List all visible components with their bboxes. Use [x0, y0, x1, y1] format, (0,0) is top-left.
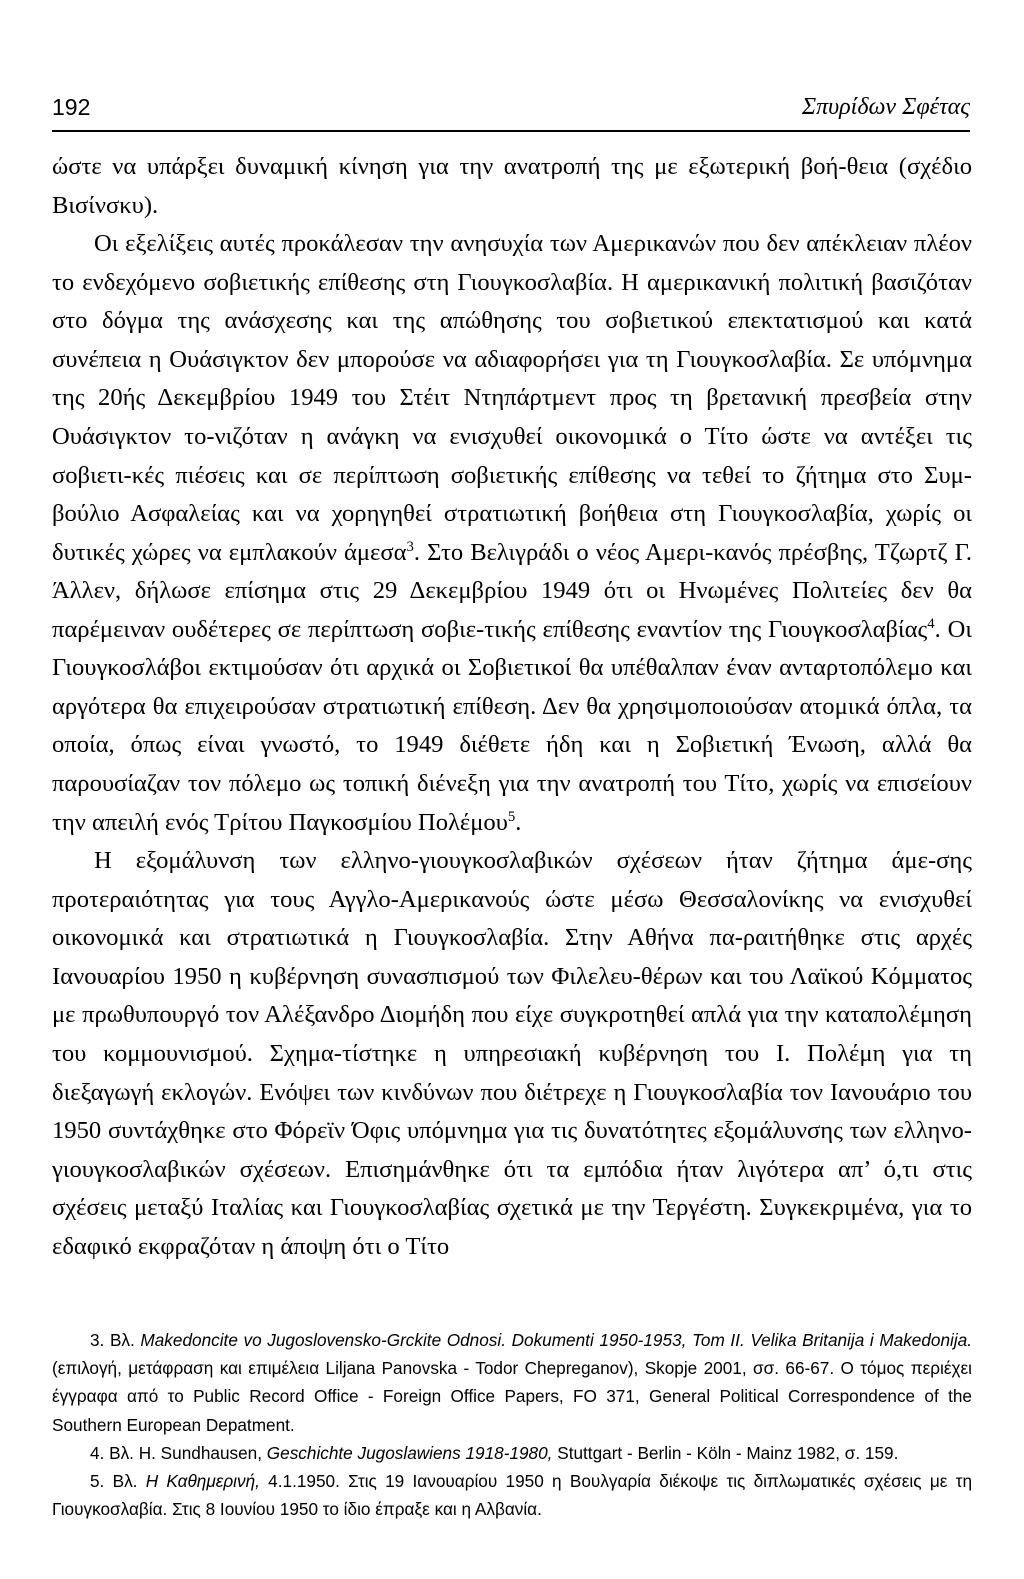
- paragraph-2-text-a: Οι εξελίξεις αυτές προκάλεσαν την ανησυχία των Αμερικανών που δεν απέκλειαν πλέον το ενδεχόμενο σοβιετικής επίθεσης στη Γιουγκοσλαβία. Η αμερικανική πολιτική βασιζόταν στο δόγμα της ανάσχεσης και της απώθησης του σοβιετικού επεκτατισμού και κατά συνέπεια η Ουάσιγκτον δεν μπορούσε να αδιαφορήσει για τη Γιουγκοσλαβία. Σε υπόμνημα της 20ής Δεκεμβρίου 1949 του Στέιτ Ντηπάρτμεντ προς τη βρετανική πρεσβεία στην Ουάσιγκτον το-νιζόταν η ανάγκη να ενισχυθεί οικονομικά ο Τίτο ώστε να αντέξει τις σοβιετι-κές πιέσεις και σε περίπτωση σοβιετικής επίθεσης να τεθεί το ζήτημα στο Συμ-βούλιο Ασφαλείας και να χορηγηθεί στρατιωτική βοήθεια στη Γιουγκοσλαβία, χωρίς οι δυτικές χώρες να εμπλακούν άμεσα: [52, 230, 972, 566]
- footnote-5-title: Η Καθημερινή,: [145, 1471, 260, 1492]
- paragraph-1: ώστε να υπάρξει δυναμική κίνηση για την ανατροπή της με εξωτερική βοή-θεια (σχέδιο Βισίνσκυ).: [52, 153, 972, 219]
- running-head-author: Σπυρίδων Σφέτας: [801, 94, 970, 120]
- footnote-5-text-a: 5. Βλ.: [90, 1471, 146, 1492]
- footnote-4-text-b: Stuttgart - Berlin - Köln - Mainz 1982, σ. 159.: [552, 1442, 899, 1463]
- page-header: [52, 94, 970, 132]
- footnote-4-text-a: 4. Βλ. H. Sundhausen,: [90, 1442, 267, 1463]
- paragraph-2-text-d: .: [515, 808, 522, 836]
- footnote-ref-3: 3: [406, 538, 414, 555]
- footnote-3-text-b: (επιλογή, μετάφραση και επιμέλεια Liljana Panovska - Todor Chepreganov), Skopje 2001, σσ. 66-67. Ο τόμος περιέχει έγγραφα από το Public Record Office - Foreign Office Papers, FO 371, General Political Correspondence of the Southern European Depatment.: [52, 1358, 972, 1435]
- footnote-ref-5: 5: [507, 808, 516, 825]
- footnote-5-text-b: 4.1.1950. Στις 19 Ιανουαρίου 1950 η Βουλγαρία διέκοψε τις διπλωματικές σχέσεις με τη Γιουγκοσλαβία. Στις 8 Ιουνίου 1950 το ίδιο έπραξε και η Αλβανία.: [52, 1471, 973, 1520]
- footnote-3-text-a: 3. Βλ.: [90, 1330, 141, 1350]
- paragraph-2: [52, 225, 972, 842]
- footnote-3: [52, 1326, 972, 1439]
- paragraph-3: Η εξομάλυνση των ελληνο-γιουγκοσλαβικών σχέσεων ήταν ζήτημα άμε-σης προτεραιότητας για τους Αγγλο-Αμερικανούς ώστε μέσω Θεσσαλονίκης να ενισχυθεί οικονομικά και στρατιωτικά η Γιουγκοσλαβία. Στην Αθήνα πα-ραιτήθηκε στις αρχές Ιανουαρίου 1950 η κυβέρνηση συνασπισμού των Φιλελευ-θέρων και του Λαϊκού Κόμματος με πρωθυπουργό τον Αλέξανδρο Διομήδη που είχε συγκροτηθεί απλά για την καταπολέμηση του κομμουνισμού. Σχημα-τίστηκε η υπηρεσιακή κυβέρνηση του Ι. Πολέμη για τη διεξαγωγή εκλογών. Ενόψει των κινδύνων που διέτρεχε η Γιουγκοσλαβία τον Ιανουάριο του 1950 συντάχθηκε στο Φόρεϊν Όφις υπόμνημα για τις δυνατότητες εξομάλυνσης των ελληνο-γιουγκοσλαβικών σχέσεων. Επισημάνθηκε ότι τα εμπόδια ήταν λιγότερα απ’ ό,τι στις σχέσεις μεταξύ Ιταλίας και Γιουγκοσλαβίας σχετικά με την Τεργέστη. Συγκεκριμένα, για το εδαφικό εκφραζόταν η άποψη ότι ο Τίτο: [52, 847, 972, 1260]
- footnotes: [52, 1326, 972, 1523]
- paragraph-2-text-c: . Οι Γιουγκοσλάβοι εκτιμούσαν ότι αρχικά οι Σοβιετικοί θα υπέθαλπαν έναν ανταρτοπόλεμο και αργότερα θα επιχειρούσαν στρατιωτική επίθεση. Δεν θα χρησιμοποιούσαν ατομικά όπλα, τα οποία, όπως είναι γνωστό, το 1949 διέθετε ήδη και η Σοβιετική Ένωση, αλλά θα παρουσίαζαν τον πόλεμο ως τοπική διένεξη για την ανατροπή του Τίτο, χωρίς να επισείουν την απειλή ενός Τρίτου Παγκοσμίου Πολέμου: [52, 615, 972, 836]
- page-number: 192: [52, 94, 91, 120]
- footnote-4-title: Geschichte Jugoslawiens 1918-1980,: [266, 1442, 553, 1463]
- footnote-5: [52, 1467, 972, 1523]
- main-text: [52, 148, 972, 1266]
- paragraph-2-text-b: . Στο Βελιγράδι ο νέος Αμερι-κανός πρέσβης, Τζωρτζ Γ. Άλλεν, δήλωσε επίσημα στις 29 Δεκεμβρίου 1949 ότι οι Ηνωμένες Πολιτείες δεν θα παρέμειναν ουδέτερες σε περίπτωση σοβιε-τικής επίθεσης εναντίον της Γιουγκοσλαβίας: [52, 538, 972, 643]
- footnote-ref-4: 4: [927, 615, 935, 632]
- footnote-4: [52, 1439, 972, 1467]
- footnote-3-title: Makedoncite vo Jugoslovensko-Grckite Odnosi. Dokumenti 1950-1953, Tom II. Velika Britanija i Makedonija.: [140, 1330, 972, 1350]
